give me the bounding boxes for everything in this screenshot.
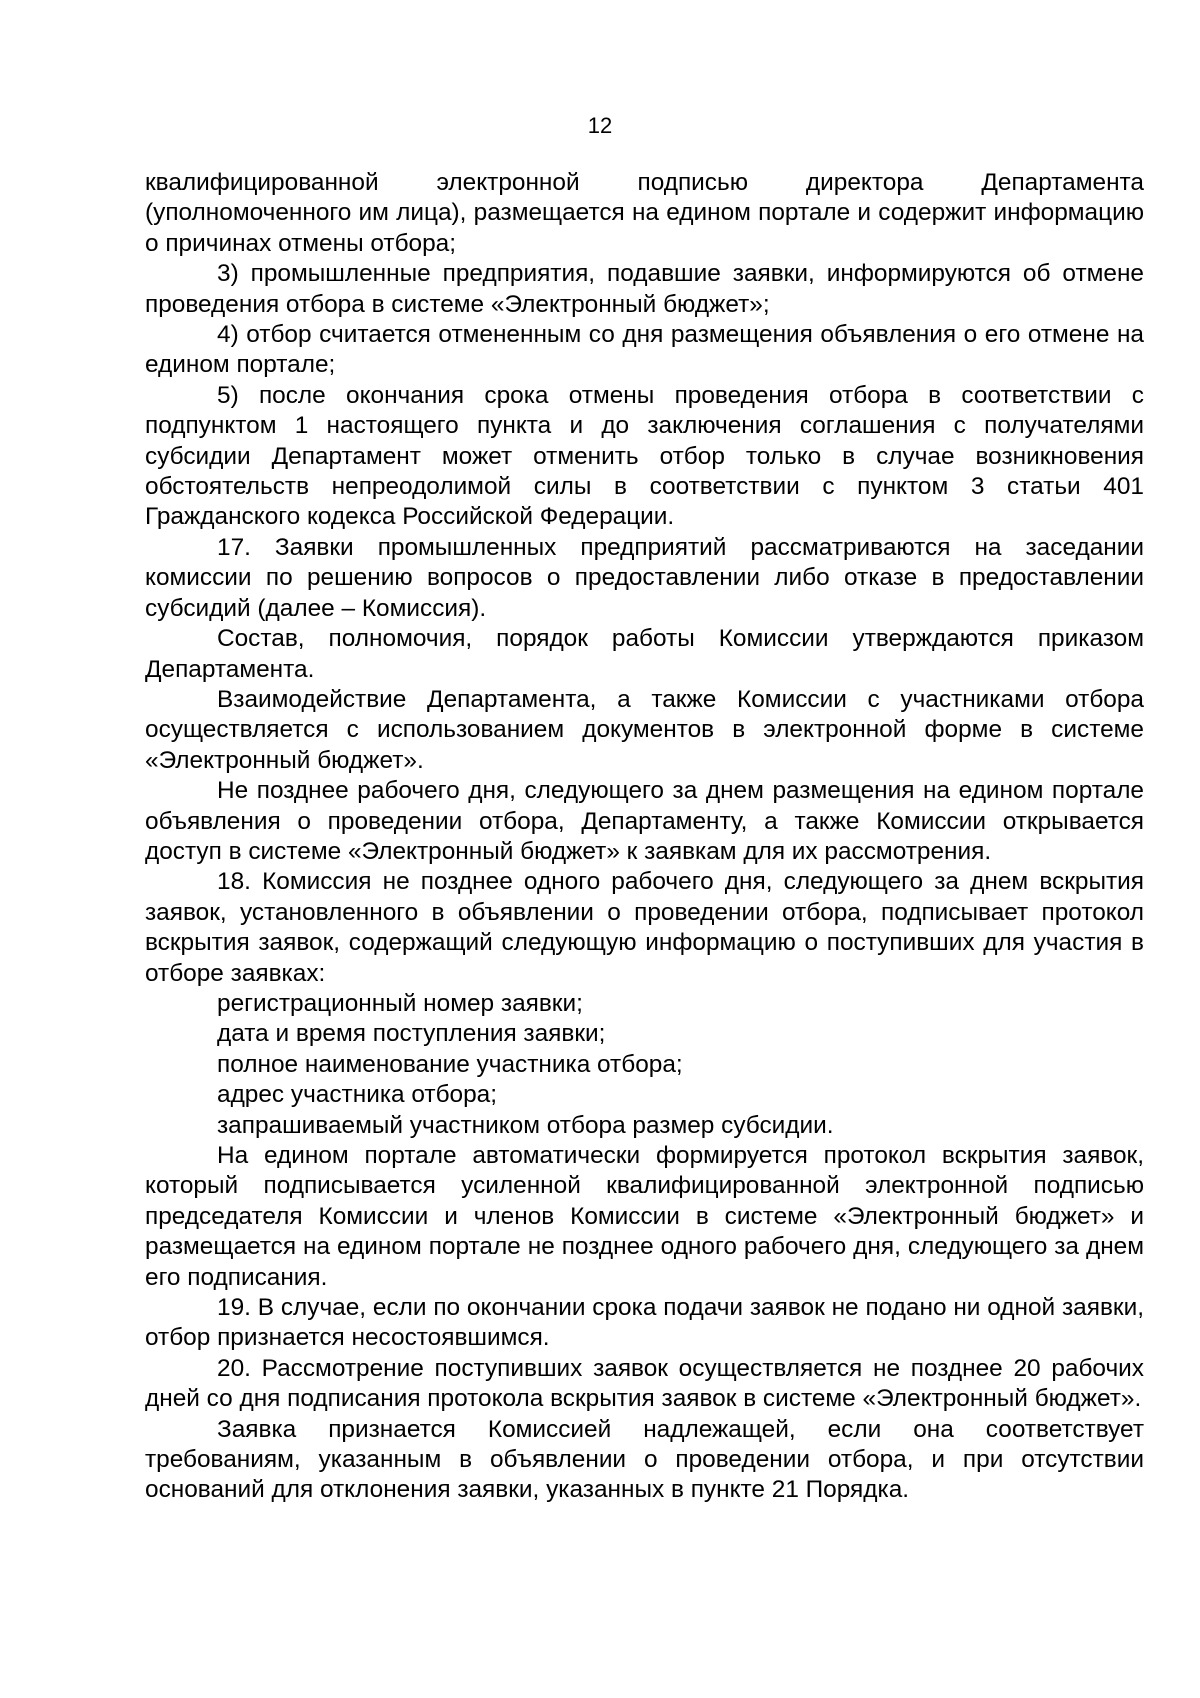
paragraph: 19. В случае, если по окончании срока подачи заявок не подано ни одной заявки, отбор признается несостоявшимся. [145, 1294, 1144, 1352]
list-item: полное наименование участника отбора; [217, 1050, 683, 1078]
paragraph: квалифицированной электронной подписью директора Департамента (уполномоченного им лица), размещается на едином портале и содержит информацию о причинах отмены отбора; [145, 169, 1144, 257]
paragraph: 4) отбор считается отмененным со дня размещения объявления о его отмене на едином портале; [145, 321, 1144, 379]
paragraph: Взаимодействие Департамента, а также Комиссии с участниками отбора осуществляется с использованием документов в электронной форме в системе «Электронный бюджет». [145, 685, 1144, 774]
list-item: адрес участника отбора; [217, 1081, 498, 1109]
paragraph: Заявка признается Комиссией надлежащей, если она соответствует требованиям, указанным в объявлении о проведении отбора, и при отсутствии оснований для отклонения заявки, указанных в пункте 21 Порядка. [145, 1415, 1144, 1504]
paragraph: 3) промышленные предприятия, подавшие заявки, информируются об отмене проведения отбора в системе «Электронный бюджет»; [145, 260, 1144, 318]
list-item: дата и время поступления заявки; [217, 1020, 606, 1048]
paragraph: 18. Комиссия не позднее одного рабочего дня, следующего за днем вскрытия заявок, установленного в объявлении о проведении отбора, подписывает протокол вскрытия заявок, содержащий следующую информацию о поступивших для участия в отборе заявках: [145, 868, 1144, 987]
document-body [145, 168, 1144, 1506]
page-number: 12 [587, 113, 613, 138]
paragraph: 5) после окончания срока отмены проведения отбора в соответствии с подпунктом 1 настоящего пункта и до заключения соглашения с получателями субсидии Департамент может отменить отбор только в случае возникновения обстоятельств непреодолимой силы в соответствии с пунктом 3 статьи 401 Гражданского кодекса Российской Федерации. [145, 381, 1144, 531]
list-item: регистрационный номер заявки; [217, 989, 583, 1017]
paragraph: Не позднее рабочего дня, следующего за днем размещения на едином портале объявления о проведении отбора, Департаменту, а также Комиссии открывается доступ в системе «Электронный бюджет» к заявкам для их рассмотрения. [145, 777, 1144, 865]
paragraph: Состав, полномочия, порядок работы Комиссии утверждаются приказом Департамента. [145, 625, 1144, 683]
paragraph: 17. Заявки промышленных предприятий рассматриваются на заседании комиссии по решению вопросов о предоставлении либо отказе в предоставлении субсидий (далее – Комиссия). [145, 533, 1144, 622]
paragraph: На едином портале автоматически формируется протокол вскрытия заявок, который подписывается усиленной квалифицированной электронной подписью председателя Комиссии и членов Комиссии в системе «Электронный бюджет» и размещается на едином портале не позднее одного рабочего дня, следующего за днем его подписания. [145, 1142, 1144, 1291]
paragraph: 20. Рассмотрение поступивших заявок осуществляется не позднее 20 рабочих дней со дня подписания протокола вскрытия заявок в системе «Электронный бюджет». [145, 1354, 1144, 1413]
list-item: запрашиваемый участником отбора размер субсидии. [217, 1111, 834, 1139]
